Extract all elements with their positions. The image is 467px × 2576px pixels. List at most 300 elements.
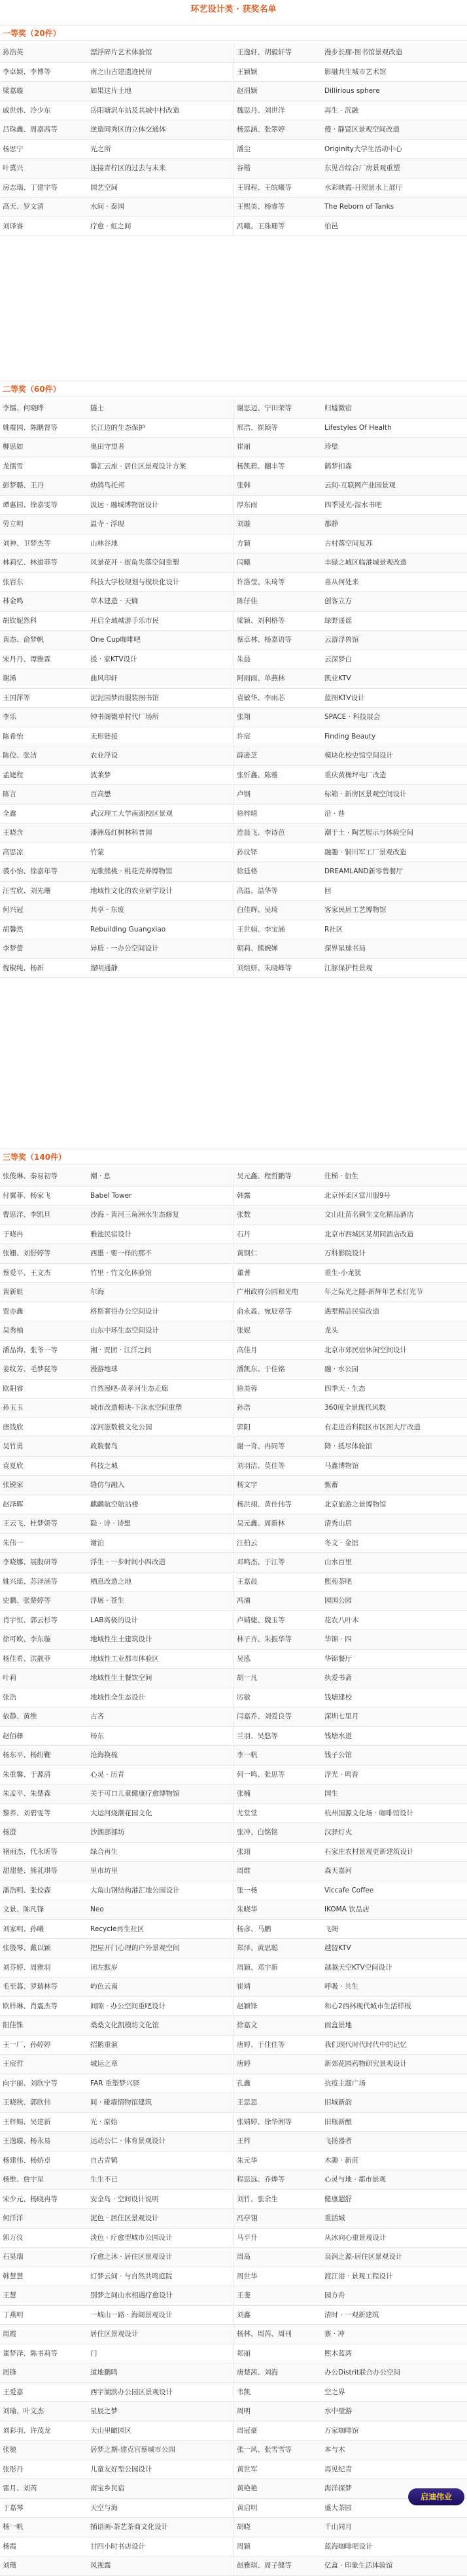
author-cell: 何洋洋 [3,2214,24,2222]
work-title-cell: 尔海 [88,1283,234,1302]
table-row [0,2286,467,2306]
author-cell: 周冠豪 [237,2426,258,2435]
work-title-cell: 风视露 [88,2556,234,2575]
work-title-cell: 风景花开 · 街角失落空间重塑 [88,553,234,572]
author-cell: 杨彦、马鹏 [237,1924,271,1933]
table-row [0,2556,467,2576]
work-title-cell: 关于可口儿童健康疗愈博物馆 [88,1784,234,1803]
work-title-cell: 模块化校史馆空间设计 [324,752,393,759]
author-cell: 黄启明 [237,2503,258,2512]
work-title-cell: 地域性工业都市体验区 [88,1650,234,1669]
table-row [0,1167,467,1187]
work-title-cell: Neo [88,1900,234,1919]
author-cell: 甜甜楚、熊芤琪等 [3,1867,58,1875]
author-cell: 胡晓 [237,2523,251,2531]
work-title-cell: 呼吸 · 共生 [324,1983,359,1991]
work-title-cell: 儿童友好型公园设计 [88,2460,234,2479]
work-title-cell: 绿野遥谣 [324,616,352,625]
work-title-cell: 漂浮碎片艺术体验馆 [88,43,234,62]
work-title-cell: 降 · 抵尽体验馆 [324,1442,373,1450]
work-title-cell: 钱塘水道 [324,1732,352,1740]
author-cell: 闫嘉乔、刘爱良等 [237,1713,292,1720]
table-row [0,2441,467,2460]
table-row [0,476,467,496]
work-title-cell: 汲远 · 融城博物馆设计 [88,496,234,515]
work-title-cell: 漫游地球 [88,1360,234,1379]
work-title-cell: 城市改造模块-下沫水空间重塑 [88,1399,234,1418]
author-cell: 杨建伟、杨娇卓 [3,2156,51,2165]
table-row [0,1495,467,1515]
work-title-cell: 天山里瞰园区 [88,2422,234,2441]
work-title-cell: 越越天空KTV空间设计 [324,1963,392,1972]
work-title-cell: 华锦 · 四 [324,1635,352,1643]
work-title-cell: 钱子公馆 [324,1751,352,1759]
work-title-cell: 曲风印轩 [88,669,234,688]
author-cell: 依静、黄维 [3,1713,37,1720]
work-title-cell: 隧士 [88,399,234,418]
work-title-cell: 无形链接 [88,727,234,746]
author-cell: 汪柏云 [237,1539,258,1547]
table-row [0,1553,467,1573]
award-table [0,399,467,978]
work-title-cell: 异质 · 一办公空间设计 [88,939,234,958]
author-cell: 潘尘 [237,145,251,153]
work-title-cell: 漫步长廊-图书馆景观改造 [324,48,403,56]
author-cell: 朱元华 [237,2156,258,2165]
author-cell: 叶莉 [3,1674,16,1682]
work-title-cell: 本与木 [324,2446,345,2454]
author-cell: 叶冀兴 [3,164,24,172]
work-title-cell: 渡江港 · 景观工程设计 [324,2272,393,2280]
author-cell: 肖宇恒、郭云杉等 [3,1616,58,1624]
work-title-cell: 珍璧 [324,443,338,451]
author-cell: 刘神、卫梦杰等 [3,539,51,548]
work-title-cell: 地域性生土餐饮空间 [88,1669,234,1688]
table-row [0,592,467,612]
author-cell: 房志瑞、丁建宇等 [3,183,58,192]
table-row [0,1746,467,1766]
work-title-cell: SPACE · 科技展会 [324,713,381,721]
author-cell: 高思凉 [3,848,24,856]
work-title-cell: 水彩映霞-日照景水上展厅 [324,183,403,192]
author-cell: 谢一奇、冉同等 [237,1442,285,1450]
author-cell: 王宸哲 [3,2060,24,2068]
author-cell: 全鑫 [3,809,16,818]
award-table [0,43,467,236]
author-cell: 冯曦、王珠珊等 [237,222,285,230]
author-cell: 欧阳睿 [3,1384,24,1393]
author-cell: 向宇丽、刘欣宁等 [3,2079,58,2087]
work-title-cell: 重活城 [324,2214,345,2222]
author-cell: 孙浩英 [3,48,24,56]
work-title-cell: 喜从何处来 [324,578,359,586]
author-cell: 赵颖锋 [237,2002,258,2010]
work-title-cell: 新郊花园药物研究景观设计 [324,2060,407,2068]
table-row [0,920,467,940]
table-row [0,959,467,979]
work-title-cell: 熙苑茶吧 [324,1577,352,1586]
table-row [0,496,467,515]
work-title-cell: 飞扬器者 [324,2137,352,2145]
author-cell: 潘浩明、张佼森 [3,1886,51,1894]
author-cell: 唐楚茜、刘海 [237,2369,278,2376]
work-title-cell: 地域性生土建筑设计 [88,1630,234,1649]
author-cell: 高天、罗文清 [3,203,44,211]
author-cell: 梁颖、刘利格等 [237,616,285,625]
work-title-cell: 水中璧游 [324,2407,352,2415]
work-title-cell: 北京怀柔区富川服9号 [324,1191,391,1200]
table-row [0,1630,467,1650]
author-cell: 王嘉晨 [237,1577,258,1586]
author-cell: 朱伟一 [3,1539,24,1547]
author-cell: 蔡卓林、杨嘉语等 [237,636,292,644]
author-cell: 石丹 [237,1230,251,1238]
author-cell: 张彤丹 [3,2465,24,2473]
author-cell: 徐可欧、李东璇 [3,1635,51,1643]
author-cell: 张浩 [3,1693,16,1701]
work-title-cell: 里市坊里 [88,1862,234,1881]
author-cell: 王晓秋、郭欣伟 [3,2098,51,2106]
work-title-cell: 插语画-茶艺茶商文化设计 [88,2518,234,2537]
author-cell: 宋丹丹、谭雅霖 [3,655,51,663]
table-row [0,2055,467,2074]
work-title-cell: 江豚保护性景观 [324,964,373,972]
work-title-cell: 泉润之源-居住区景观设计 [324,2253,403,2261]
table-row [0,2325,467,2344]
work-title-cell: 居住区景观设计 [88,2325,234,2344]
table-row [0,727,467,747]
work-title-cell: Lifestyles Of Health [324,423,392,432]
author-cell: 刘鑫 [237,2310,251,2319]
author-cell: 许洛莹、朱琦等 [237,578,285,586]
author-cell: 薛逊芝 [237,752,258,759]
work-title-cell: 寨 · 冲 [324,2330,345,2338]
author-cell: 张殷琴、戴以颖 [3,1944,51,1952]
author-cell: 张一杨 [237,1886,258,1894]
work-title-cell: 潮于土 · 陶艺展示与体验空间 [324,829,414,837]
work-title-cell: 杭州国源文化场 · 咖啡馆设计 [324,1809,414,1817]
work-title-cell: 重生-小龙犹 [324,1268,362,1277]
author-cell: 何兴冠 [3,906,24,914]
author-cell: 杨思宁 [3,145,24,153]
table-row [0,1206,467,1225]
author-cell: 周颖 [237,2542,251,2550]
work-title-cell: 奥田守望者 [88,438,234,457]
author-cell: 张俊琳、秦易初等 [3,1172,58,1180]
table-row [0,419,467,438]
work-title-cell: 云深梦白 [324,655,352,663]
work-title-cell: 旧瓶新酿 [324,2117,352,2126]
table-row [0,843,467,863]
author-cell: 欧梓琳、肖震杰等 [3,2002,58,2010]
author-cell: 黄世军 [237,2465,258,2473]
table-row [0,2209,467,2229]
work-title-cell: FAR 重塑梦兴驿 [88,2074,234,2093]
work-title-cell: 道地鹏鸣 [88,2363,234,2382]
work-title-cell: 归墟微宿 [324,404,352,412]
table-row [0,1862,467,1881]
work-title-cell: 屿色云南 [88,1977,234,1996]
author-cell: 林子卉、朱振华等 [237,1635,292,1643]
work-title-cell: R社区 [324,925,343,933]
author-cell: 赵泽晖 [3,1500,24,1508]
author-cell: 李梦蕾 [3,945,24,952]
author-cell: 周霞 [3,2330,16,2338]
author-cell: 姚兴瑶、苏泽涵等 [3,1577,58,1586]
work-title-cell: 飞阁 [324,1924,338,1933]
work-title-cell: 草木建造 · 天熵 [88,592,234,611]
section-heading: 二等奖（60件） [0,381,467,396]
work-title-cell: 安全岛 · 空间设计说明 [88,2190,234,2209]
table-row [0,573,467,593]
work-title-cell: Finding Beauty [324,732,376,740]
author-cell: 朱晨 [237,655,251,663]
work-title-cell: 南之山古建遗迹民宿 [88,63,234,82]
table-row [0,805,467,824]
author-cell: 吴泓 [237,1654,251,1663]
publisher-logo: 启迪伟业 [408,2488,464,2505]
work-title-cell: 万家咖啡馆 [324,2426,359,2435]
work-title-cell: 执爱书斋 [324,1674,352,1682]
author-cell: 周锋 [3,2369,16,2376]
table-row [0,882,467,901]
author-cell: 张韩 [237,481,251,489]
author-cell: 刘家明、孙曦 [3,1924,44,1933]
author-cell: 朱孟平、朱楚森 [3,1790,51,1798]
work-title-cell: 沧海换梳 [88,1746,234,1765]
work-title-cell: 古吝 [88,1707,234,1726]
work-title-cell: 居梦之期-建克宫蔡城市公园 [88,2441,234,2460]
table-row [0,1784,467,1804]
table-row [0,1804,467,1824]
work-title-cell: 盛大茶园 [324,2503,352,2512]
work-title-cell: 湘 · 贾团 · 江洋之间 [88,1341,234,1360]
work-title-cell: 淡色 · 疗愈型城市公园设计 [88,2229,234,2248]
table-row [0,1437,467,1457]
work-title-cell: 北京市郊民宿休闲空间设计 [324,1346,407,1354]
work-title-cell: 长江边的生态保护 [88,419,234,438]
work-title-cell: 汉驿灯火 [324,1828,352,1836]
work-title-cell: 科技之城 [88,1457,234,1476]
table-row [0,140,467,160]
author-cell: 汪雪欣、刘先珊 [3,886,51,895]
table-row [0,43,467,63]
work-title-cell: 北京旅游之景博物馆 [324,1500,387,1508]
author-cell: 柳思如 [3,443,24,451]
table-row [0,1321,467,1341]
author-cell: 刘羽洁、莫佳等 [237,1461,285,1470]
work-title-cell: 杨东 [88,1727,234,1746]
work-title-cell: 蓝海咖啡吧设计 [324,2542,373,2550]
award-table [0,1167,467,2576]
work-title-cell: 雨盒景地 [324,2021,352,2029]
author-cell: 林金鸣 [3,597,24,605]
author-cell: 林莉忆、林道菲等 [3,559,58,566]
author-cell: 白佳辉、吴琦 [237,906,278,914]
author-cell: 孙玟铎 [237,848,258,856]
work-title-cell: 南宝乡民宿 [88,2479,234,2498]
work-title-cell: 云间-互联网产业园景观 [324,481,396,489]
table-row [0,515,467,534]
table-row [0,1669,467,1688]
author-cell: 刘竹、张余生 [237,2195,278,2203]
work-title-cell: 把屋开门心理的户外景观空间 [88,1939,234,1958]
work-title-cell: 沙湖部部坊 [88,1823,234,1842]
author-cell: 徐廷格 [237,867,258,875]
author-cell: 谢浠 [3,674,16,682]
work-title-cell: 农业浮设 [88,746,234,765]
work-title-cell: 千山同月 [324,2523,352,2531]
work-title-cell: 谢泊 [88,1534,234,1553]
author-cell: 石昊瑞 [3,2253,24,2261]
work-title-cell: 甄蓄 [324,1481,338,1489]
work-title-cell: 丰碌之城区临港城景观改造 [324,559,407,566]
table-row [0,63,467,82]
table-row [0,2402,467,2422]
author-cell: 杨思涵、张翠婷 [237,126,285,133]
author-cell: 王锦程、王皖曦等 [237,183,292,192]
work-title-cell: 泥色 · 居住区景观设计 [88,2209,234,2228]
work-title-cell: 疗愈 · 虹之间 [88,217,234,236]
table-row [0,939,467,959]
table-row [0,1514,467,1534]
author-cell: 张楠 [237,1790,251,1798]
table-row [0,1939,467,1958]
work-title-cell: 心灵与地 · 都市景观 [324,2176,387,2184]
author-cell: 杨霞 [3,2542,16,2550]
table-row [0,2479,467,2499]
author-cell: 董耆 [237,1268,251,1277]
work-title-cell: 隐 · 诗 · 诗想 [88,1514,234,1533]
table-row [0,746,467,766]
work-title-cell: 光之所 [88,140,234,159]
table-row [0,534,467,554]
work-title-cell: 科技大学校规划与模块化设计 [88,573,234,592]
work-title-cell: 灯梦云间 · 与自然共鸣庭院 [88,2267,234,2286]
table-row [0,1650,467,1669]
table-row [0,1360,467,1380]
author-cell: 闫曦 [237,559,251,566]
author-cell: 王熙美、杨睿等 [237,203,285,211]
work-title-cell: 四季浸光-湿水书吧 [324,500,382,509]
table-row [0,708,467,727]
work-title-cell: 四季天 · 生态 [324,1384,366,1393]
author-cell: 付翼菲、杨家飞 [3,1191,51,1200]
work-title-cell: 融 · 水公园 [324,1365,359,1373]
work-title-cell: 龙头 [324,1327,338,1334]
author-cell: 徐嘉文 [237,2021,258,2029]
author-cell: 张一风、张雪雪等 [237,2446,292,2454]
author-cell: 郭万仪 [3,2233,24,2242]
work-title-cell: 天空与海 [88,2499,234,2518]
work-title-cell: 绿合再生 [88,1843,234,1862]
work-title-cell: 政数餐鸟 [88,1437,234,1456]
author-cell: 史鹏、张楚婷等 [3,1597,51,1605]
author-cell: 张忻鑫、陈雅 [237,771,278,779]
author-cell: 陈希怡 [3,732,24,740]
table-row [0,2036,467,2055]
work-title-cell: 山林谷地 [88,534,234,553]
work-title-cell: 再见纪青 [324,2465,352,2473]
table-row [0,669,467,689]
author-cell: 李镭、何晓晔 [3,404,44,412]
author-cell: 唐婷、于佳佳等 [237,2040,285,2049]
author-cell: 周颖、邓宇新 [237,1963,278,1972]
author-cell: 杨一帆 [3,2523,24,2531]
work-title-cell: 石家庄农村景观更新建筑设计 [324,1847,414,1856]
work-title-cell: 园方舟 [324,2291,345,2299]
author-cell: 韩露 [237,1191,251,1200]
author-cell: 邓鸣杰、于江等 [237,1558,285,1566]
author-cell: 周世华 [237,2272,258,2280]
table-row [0,2190,467,2210]
table-row [0,1707,467,1727]
table-row [0,438,467,457]
author-cell: 刘瑾 [3,2562,16,2569]
author-cell: 王颖颖 [237,67,258,76]
author-cell: 张锐家 [3,1481,24,1489]
work-title-cell: 运动公仁 · 体育景观设计 [88,2132,234,2151]
author-cell: 陈佼、张洁 [3,752,37,759]
work-title-cell: 都静 [324,520,338,528]
work-title-cell: 浮光 · 鸣香 [324,1770,359,1779]
author-cell: 厚东雨 [237,500,258,509]
author-cell: 李晓娜、展殷研等 [3,1558,58,1566]
work-title-cell: 清秀山居 [324,1520,352,1527]
work-title-cell: 越盟KTV [324,1944,351,1952]
work-title-cell: Rebuilding Guangxiao [88,920,234,939]
table-row [0,1592,467,1611]
author-cell: 倪椒纯、杨新 [3,964,44,972]
author-cell: 连晨飞、李诗芭 [237,829,285,837]
author-cell: 杨林、周芮、周刊 [237,2330,292,2338]
work-title-cell: 空之界 [324,2388,345,2396]
work-title-cell: 一城山一路 · 海阔景观设计 [88,2306,234,2325]
work-title-cell: 城运之章 [88,2055,234,2074]
author-cell: 郑丽 [237,2349,251,2358]
author-cell: 朱晓华 [237,1906,258,1913]
table-row [0,1881,467,1901]
author-cell: 俞永淼、宛辰章等 [237,1307,292,1315]
table-row [0,457,467,477]
author-cell: 刘瑜、叶文杰 [3,2407,44,2415]
author-cell: 曹思洋、李凯旦 [3,1211,51,1219]
work-title-cell: 闭左默岁 [88,1958,234,1977]
author-cell: 崔丽 [237,443,251,451]
author-cell: 文景、陈凡锋 [3,1906,44,1913]
work-title-cell: 门 [88,2344,234,2363]
author-cell: 谷楷 [237,164,251,172]
author-cell: 孙玉玉 [3,1404,24,1412]
author-cell: 贾亦鑫 [3,1307,24,1315]
work-title-cell: 360度全景现代风数 [324,1404,386,1412]
author-cell: 张冲、白铭铭 [237,1828,278,1836]
author-cell: 张驰 [3,2446,16,2454]
work-title-cell: 浮屠 · 苍生 [88,1592,234,1610]
work-title-cell: 武汉理工大学南湖校区景观 [88,805,234,824]
author-cell: 吴元鑫、程哲鹏等 [237,1172,292,1180]
author-cell: 韩慧慧 [3,2272,24,2280]
author-cell: 李卓颖、李博等 [3,67,51,76]
work-title-cell: 从冰向心重景观设计 [324,2233,387,2242]
table-row [0,1823,467,1843]
work-title-cell: 招鹅重演 [88,2036,234,2055]
author-cell: 冯亭翎 [237,2214,258,2222]
work-title-cell: 深圳七里月 [324,1713,359,1720]
work-title-cell: 如果这片土地 [88,82,234,101]
author-cell: 阿雨雨、单燕林 [237,674,285,682]
work-title-cell: 客家民居工艺博物馆 [324,906,387,914]
